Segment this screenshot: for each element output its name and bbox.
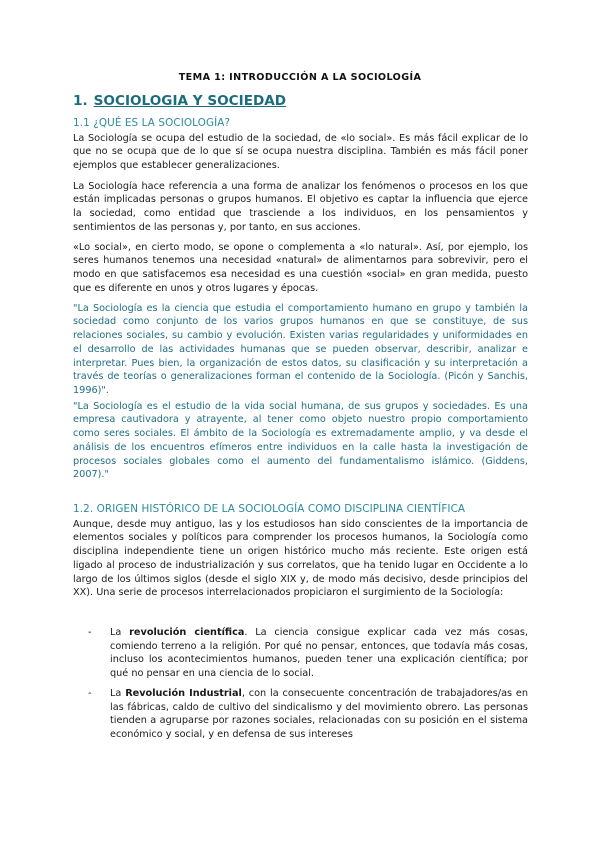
subsection-heading-1-1: 1.1 ¿QUÉ ES LA SOCIOLOGÍA? xyxy=(73,117,231,129)
quote-giddens: "La Sociología es el estudio de la vida social humana, de sus grupos y sociedades. Es una empresa cautivadora y atrayente, al tener como objeto nuestro propio comportamiento como seres sociales. El ámbito de la Sociología es extremadamente amplio, y va desde el análisis de los encuentros efímeros entre individuos en la calle hasta la investigación de procesos sociales globales como el aumento del fundamentalismo islámico. (Giddens, 2007)." xyxy=(73,400,528,481)
list-item-prefix: La xyxy=(110,687,126,699)
list-item-term: Revolución Industrial xyxy=(125,687,242,699)
paragraph: Aunque, desde muy antiguo, las y los estudiosos han sido conscientes de la importancia de elementos sociales y políticos para comprender los procesos humanos, la Sociología como disciplina independiente tiene un origen histórico mucho más reciente. Este origen está ligado al proceso de industrialización y sus correlatos, que ha tenido lugar en Occidente a lo largo de los últimos siglos (desde el siglo XIX y, de modo más decisivo, desde principios del XX). Una serie de procesos interrelacionados propiciaron el surgimiento de la Sociología: xyxy=(73,518,528,599)
paragraph: La Sociología hace referencia a una forma de analizar los fenómenos o procesos en los que están implicadas personas o grupos humanos. El objetivo es captar la influencia que ejerce la sociedad, como entidad que trasciende a los individuos, en los pensamientos y sentimientos de las personas y, por tanto, en sus acciones. xyxy=(73,180,528,233)
section-heading xyxy=(73,93,286,109)
quote-picon-sanchis: "La Sociología es la ciencia que estudia el comportamiento humano en grupo y también la sociedad como conjunto de los varios grupos humanos en que se constituye, de sus relaciones sociales, su cambio y evolución. Existen varias regularidades y uniformidades en el desarrollo de las actividades humanas que se pueden observar, describir, analizar e interpretar. Pues bien, la organización de estos datos, su clasificación y su interpretación a través de teorías o generalizaciones forman el contenido de la Sociología. (Picón y Sanchis, 1996)". xyxy=(73,302,528,396)
list-item xyxy=(73,626,528,681)
list-marker: - xyxy=(88,627,92,638)
section-title: SOCIOLOGIA Y SOCIEDAD xyxy=(93,93,287,109)
list-item-text: , con la consecuente concentración de trabajadores/as en las fábricas, caldo de cultivo del sindicalismo y del movimiento obrero. Las personas tienden a agruparse por razones sociales, relacionadas con su posición en el sistema económico y social, y en defensa de sus intereses xyxy=(110,687,528,740)
list-item-term: revolución científica xyxy=(129,627,245,638)
list-item-prefix: La xyxy=(110,627,130,638)
list-item xyxy=(73,687,528,742)
subsection-heading-1-2: 1.2. ORIGEN HISTÓRICO DE LA SOCIOLOGÍA COMO DISCIPLINA CIENTÍFICA xyxy=(73,503,466,515)
list-item-text: . La ciencia consigue explicar cada vez más cosas, comiendo terreno a la religión. Por qué no pensar, entonces, que todavía más cosas, incluso los acontecimientos humanos, pueden tener una explicación científica; por qué no pensar en una ciencia de lo social. xyxy=(110,627,528,680)
section-number: 1. xyxy=(73,93,88,109)
bullet-list xyxy=(73,626,528,742)
list-marker: - xyxy=(88,687,92,699)
document-title: TEMA 1: INTRODUCCIÓN A LA SOCIOLOGÍA xyxy=(178,72,422,83)
paragraph: La Sociología se ocupa del estudio de la sociedad, de «lo social». Es más fácil explicar de lo que no se ocupa que de lo que sí se ocupa nuestra disciplina. También es más fácil poner ejemplos que establecer generalizaciones. xyxy=(73,132,528,172)
paragraph: «Lo social», en cierto modo, se opone o complementa a «lo natural». Así, por ejemplo, los seres humanos tenemos una necesidad «natural» de alimentarnos para sobrevivir, pero el modo en que satisfacemos esa necesidad es una cuestión «social» en gran medida, puesto que es diferente en unos y otros lugares y épocas. xyxy=(73,241,528,294)
